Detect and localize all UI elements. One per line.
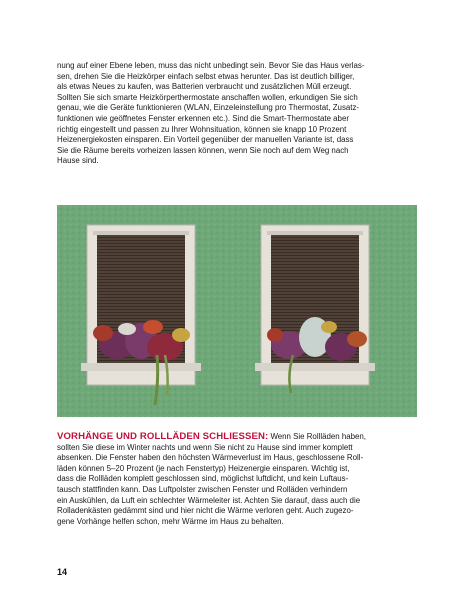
section-line: tausch stattfinden kann. Das Luftpolster zwischen Fenster und Rolläden verhindern bbox=[57, 484, 348, 494]
intro-line: sen, drehen Sie die Heizkörper einfach selbst etwas herunter. Das ist deutlich billiger, bbox=[57, 71, 355, 81]
page-number: 14 bbox=[57, 567, 68, 577]
intro-line: Hause sind. bbox=[57, 156, 99, 166]
intro-line: als etwas Neues zu kaufen, was Batterien verbraucht und zusätzlichen Müll erzeugt. bbox=[57, 82, 352, 92]
intro-line: Sollten Sie sich smarte Heizkörperthermostate anschaffen wollen, erkundigen Sie sich bbox=[57, 92, 358, 102]
section-heading: VORHÄNGE UND ROLLLÄDEN SCHLIESSEN: bbox=[57, 431, 269, 442]
section-paragraph bbox=[57, 432, 417, 527]
intro-line: funktionen wie geöffnetes Fenster erkennen etc.). Sind die Smart-Thermostate aber bbox=[57, 113, 349, 123]
intro-paragraph bbox=[57, 61, 417, 167]
section-line: Rolladenkästen gedämmt sind und hier nicht die Wärme verloren geht. Auch zugezo- bbox=[57, 506, 354, 516]
intro-line: Sie die Räume bereits vorheizen lassen können, wenn Sie noch auf dem Weg nach bbox=[57, 145, 349, 155]
section-line: läden können 5–20 Prozent (je nach Fenstertyp) Heizenergie einsparen. Wichtig ist, bbox=[57, 463, 350, 473]
section-line: dass die Rollläden komplett geschlossen sind, möglichst luftdicht, und kein Luftaus- bbox=[57, 474, 349, 484]
section-line: ein Auskühlen, da Luft ein schlechter Wärmeleiter ist. Achten Sie darauf, dass auch die bbox=[57, 495, 361, 505]
intro-line: Heizenergiekosten einsparen. Ein Vorteil gegenüber der manuellen Variante ist, dass bbox=[57, 135, 354, 145]
section-first-line bbox=[57, 432, 417, 443]
section-line: sollten Sie diese im Winter nachts und wenn Sie nicht zu Hause sind immer komplett bbox=[57, 442, 353, 452]
intro-line: richtig eingestellt und passen zu Ihrer Wohnsituation, können sie knapp 10 Prozent bbox=[57, 124, 347, 134]
section-line: gene Vorhänge helfen schon, mehr Wärme im Haus zu behalten. bbox=[57, 516, 284, 526]
intro-line: genau, wie die Geräte funktionieren (WLAN, Einzeleinstellung pro Thermostat, Zusatz- bbox=[57, 103, 360, 113]
intro-line: nung auf einer Ebene leben, muss das nicht unbedingt sein. Bevor Sie das Haus verlas- bbox=[57, 61, 365, 70]
window-photo bbox=[57, 205, 417, 417]
section-first-line-text: Wenn Sie Rollläden haben, bbox=[268, 432, 366, 441]
right-window bbox=[255, 225, 375, 385]
section-line: absenken. Die Fenster haben den höchsten Wärmeverlust im Haus, geschlossene Roll- bbox=[57, 453, 364, 463]
left-window bbox=[81, 225, 201, 385]
